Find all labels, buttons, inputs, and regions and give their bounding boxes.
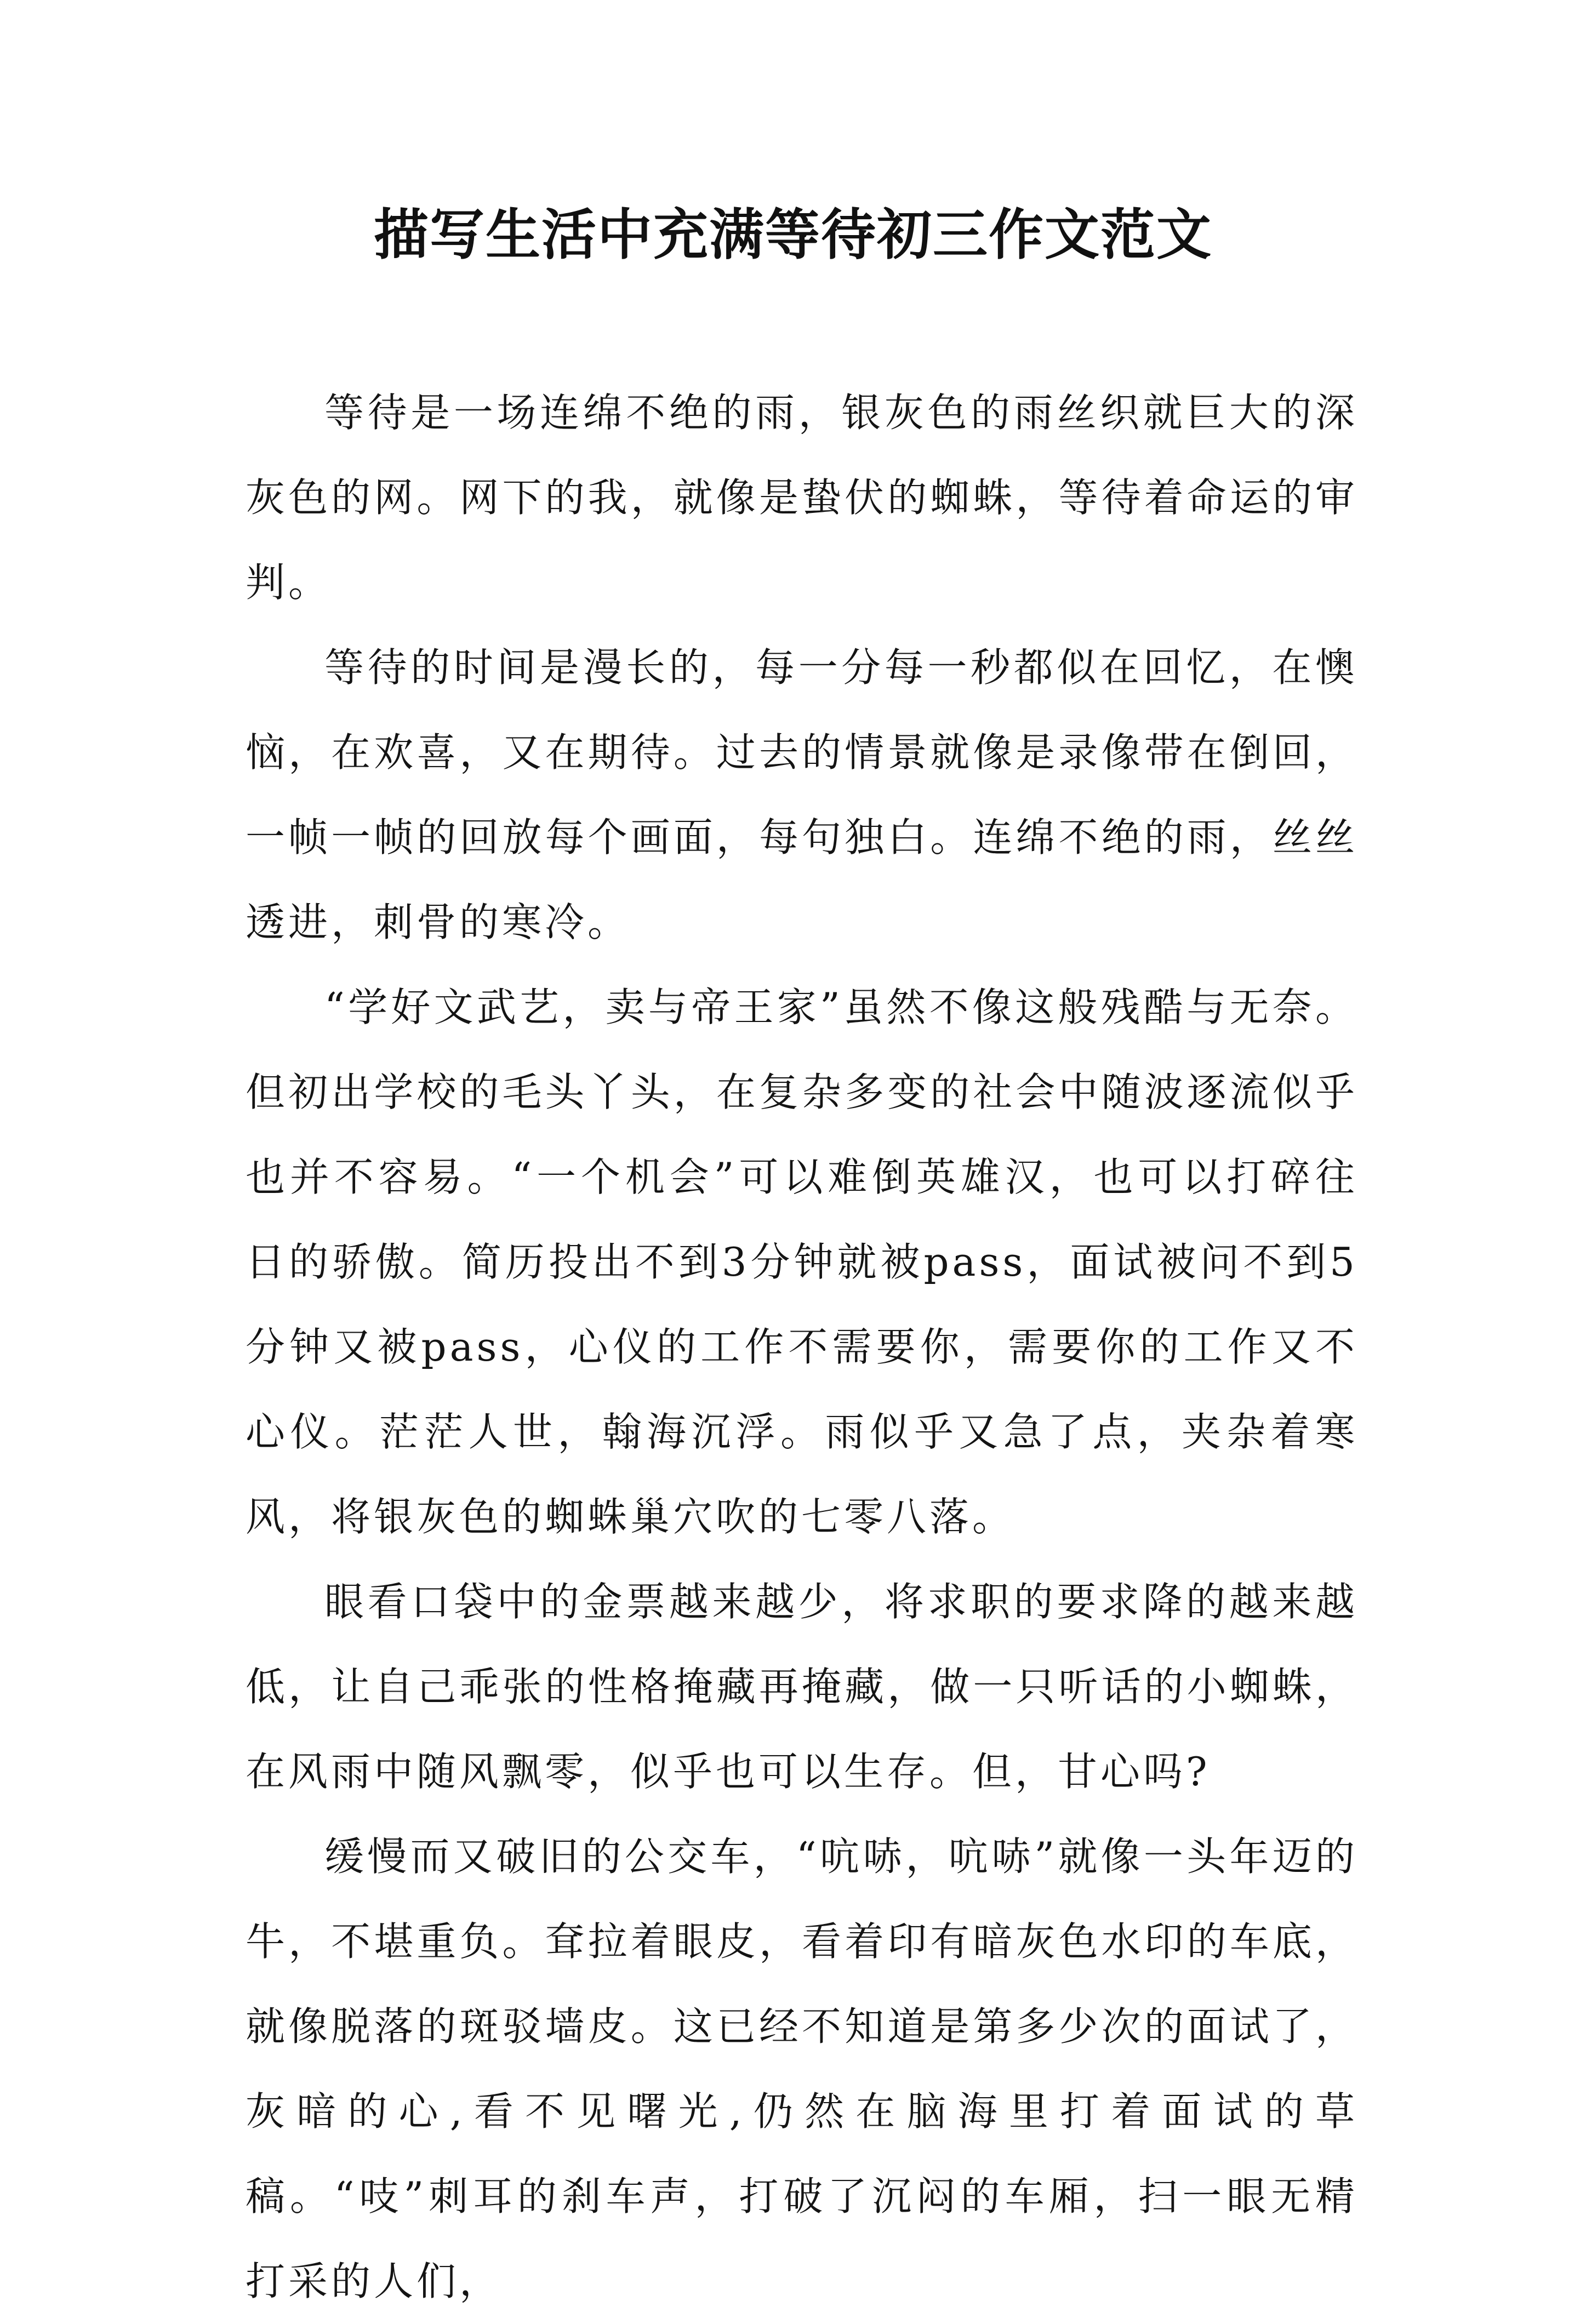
- paragraph: 缓慢而又破旧的公交车，“吭哧，吭哧”就像一头年迈的牛，不堪重负。耷拉着眼皮，看着印有暗灰色水印的车底，就像脱落的斑驳墙皮。这已经不知道是第多少次的面试了，灰暗的心,看不见曙光,仍然在脑海里打着面试的草稿。“吱”刺耳的刹车声，打破了沉闷的车厢，扫一眼无精打采的人们，: [246, 1834, 1358, 2304]
- paragraph: 眼看口袋中的金票越来越少，将求职的要求降的越来越低，让自己乖张的性格掩藏再掩藏，做一只听话的小蜘蛛，在风雨中随风飘零，似乎也可以生存。但，甘心吗?: [246, 1579, 1358, 1795]
- page-title: 描写生活中充满等待初三作文范文: [374, 202, 1212, 267]
- paragraph: 等待是一场连绵不绝的雨，银灰色的雨丝织就巨大的深灰色的网。网下的我，就像是蛰伏的蜘蛛，等待着命运的审判。: [246, 390, 1358, 606]
- paragraph: “学好文武艺，卖与帝王家”虽然不像这般残酷与无奈。但初出学校的毛头丫头，在复杂多变的社会中随波逐流似乎也并不容易。“一个机会”可以难倒英雄汉，也可以打碎往日的骄傲。简历投出不到3分钟就被pass，面试被问不到5分钟又被pass，心仪的工作不需要你，需要你的工作又不心仪。茫茫人世，翰海沉浮。雨似乎又急了点，夹杂着寒风，将银灰色的蜘蛛巢穴吹的七零八落。: [246, 984, 1358, 1540]
- paragraph: 等待的时间是漫长的，每一分每一秒都似在回忆，在懊恼，在欢喜，又在期待。过去的情景就像是录像带在倒回，一帧一帧的回放每个画面，每句独白。连绵不绝的雨，丝丝透进，刺骨的寒冷。: [246, 644, 1358, 945]
- article-body: [246, 370, 1358, 2324]
